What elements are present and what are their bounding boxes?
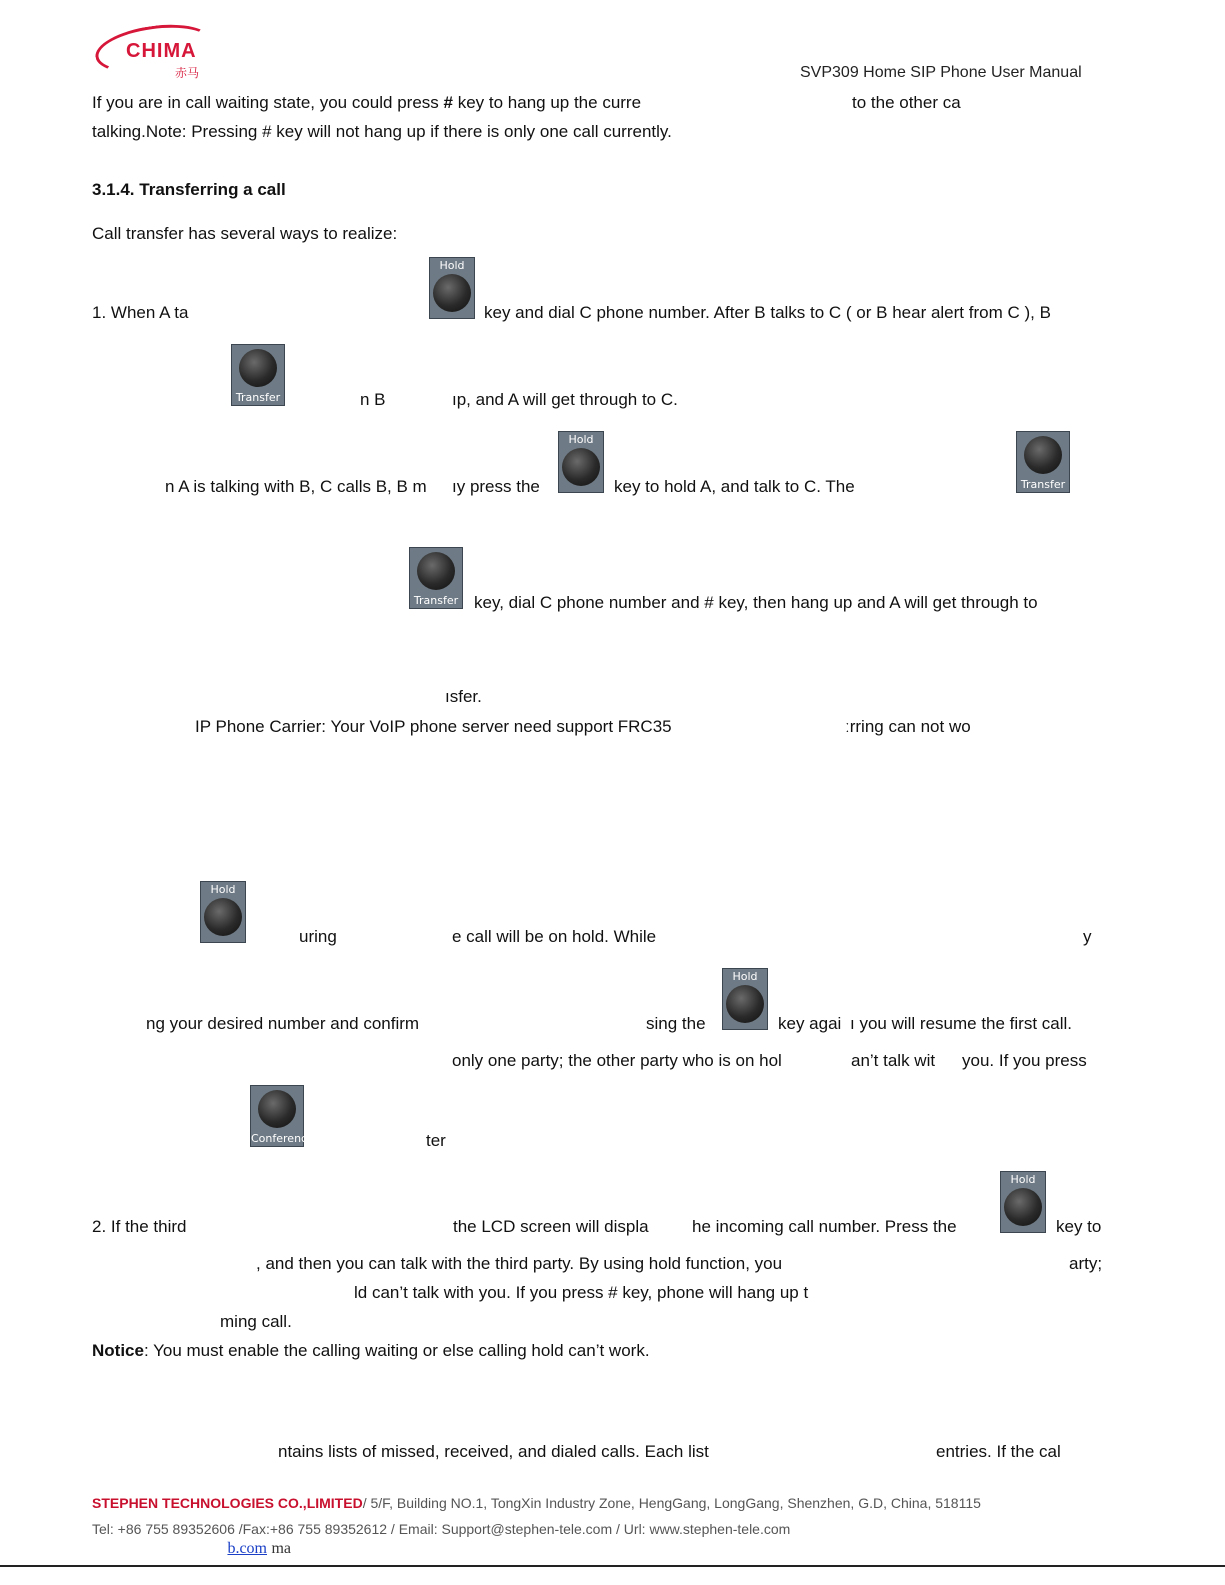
paragraph-fragment: IP Phone Carrier: Your VoIP phone server need support FRC35	[195, 717, 672, 736]
paragraph-line: key and dial C phone number. After B talks to C ( or B hear alert from C ), B	[484, 303, 1051, 322]
paragraph-fragment: 2. If the third	[92, 1217, 187, 1236]
paragraph-fragment: ld can’t talk with you. If you press # key, phone will hang up t	[354, 1283, 809, 1302]
footer-address: STEPHEN TECHNOLOGIES CO.,LIMITED/ 5/F, Building NO.1, TongXin Industry Zone, HengGang, LongGang, Shenzhen, G.D, China, 518115	[92, 1495, 981, 1511]
transfer-key-icon: Transfer	[1016, 431, 1070, 493]
paragraph-fragment: ming call.	[220, 1312, 292, 1331]
paragraph-fragment: y	[1083, 927, 1092, 946]
notice: Notice: You must enable the calling waiting or else calling hold can’t work.	[92, 1341, 650, 1360]
hold-key-icon: Hold	[429, 257, 475, 319]
paragraph-fragment: , and then you can talk with the third party. By using hold function, you	[256, 1254, 783, 1273]
footer-contact: Tel: +86 755 89352606 /Fax:+86 755 89352612 / Email: Support@stephen-tele.com / Url: www.stephen-tele.com	[92, 1521, 791, 1537]
intro-text: Call transfer has several ways to realize:	[92, 224, 398, 243]
paragraph-fragment: key agai	[778, 1014, 842, 1033]
paragraph-fragment: ːrring can not wo	[845, 717, 971, 736]
hold-key-icon: Hold	[558, 431, 604, 493]
paragraph-fragment: ıp, and A will get through to C.	[452, 390, 678, 409]
paragraph-fragment: ı you will resume the first call.	[850, 1014, 1073, 1033]
paragraph-fragment: ter	[426, 1131, 446, 1150]
paragraph-fragment: an’t talk wit	[851, 1051, 936, 1070]
paragraph-fragment: n A is talking with B, C calls B, B m	[165, 477, 427, 496]
bottom-rule	[0, 1565, 1225, 1567]
transfer-key-icon: Transfer	[231, 344, 285, 406]
logo: CHIMA	[126, 40, 197, 62]
paragraph-line: talking.Note: Pressing # key will not hang up if there is only one call currently.	[92, 122, 672, 141]
paragraph-fragment: he incoming call number. Press the	[692, 1217, 957, 1236]
paragraph-fragment: key to	[1056, 1217, 1102, 1236]
paragraph-fragment: ng your desired number and confirm	[146, 1014, 420, 1033]
logo-chinese: 赤马	[175, 66, 200, 80]
paragraph-line: key, dial C phone number and # key, then hang up and A will get through to	[474, 593, 1038, 612]
paragraph-fragment: ntains lists of missed, received, and dialed calls. Each list	[278, 1442, 709, 1461]
section-heading: 3.1.4. Transferring a call	[92, 180, 286, 199]
paragraph-fragment: to the other ca	[852, 93, 961, 112]
manual-title: SVP309 Home SIP Phone User Manual	[800, 64, 1082, 81]
paragraph-fragment: only one party; the other party who is on hol	[452, 1051, 782, 1070]
hold-key-icon: Hold	[722, 968, 768, 1030]
paragraph-fragment: n B	[360, 390, 386, 409]
paragraph-fragment: the LCD screen will displa	[453, 1217, 649, 1236]
footer-link-fragment[interactable]: b.com ma	[227, 1540, 291, 1557]
paragraph-fragment: entries. If the cal	[936, 1442, 1061, 1461]
paragraph-fragment: sing the	[646, 1014, 706, 1033]
paragraph-fragment: e call will be on hold. While	[452, 927, 657, 946]
list-item-1: 1. When A ta	[92, 303, 189, 322]
conference-key-icon: Conference	[250, 1085, 304, 1147]
paragraph-fragment: ıy press the	[452, 477, 540, 496]
transfer-key-icon: Transfer	[409, 547, 463, 609]
hold-key-icon: Hold	[1000, 1171, 1046, 1233]
paragraph-fragment: key to hold A, and talk to C. The	[614, 477, 855, 496]
paragraph-fragment: ısfer.	[445, 687, 482, 706]
paragraph-line: If you are in call waiting state, you could press # key to hang up the curre	[92, 93, 642, 112]
paragraph-fragment: you. If you press	[962, 1051, 1087, 1070]
hold-key-icon: Hold	[200, 881, 246, 943]
paragraph-fragment: arty;	[1069, 1254, 1103, 1273]
paragraph-fragment: uring	[299, 927, 337, 946]
